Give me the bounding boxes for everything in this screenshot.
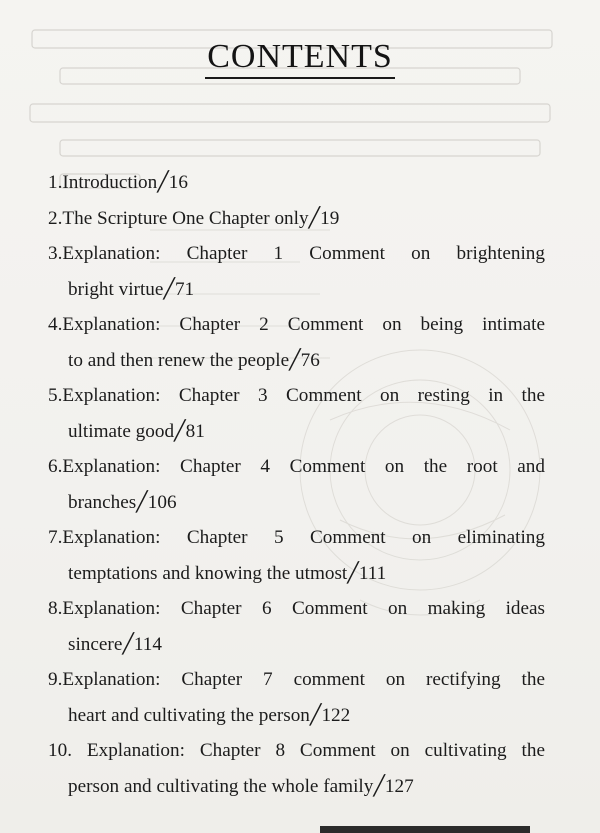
toc-entry-page: 114: [133, 633, 162, 655]
toc-entry-line: 5.Explanation: Chapter 3 Comment on resting in the: [48, 385, 545, 406]
toc-entry-page: 16: [168, 172, 188, 193]
table-of-contents: [48, 165, 545, 804]
toc-entry-7: [48, 520, 545, 591]
toc-entry-line: [48, 769, 545, 805]
toc-entry-page: 122: [321, 704, 351, 726]
toc-entry-line: [48, 343, 545, 379]
toc-entry-8: [48, 591, 545, 662]
toc-entry-line: 9.Explanation: Chapter 7 comment on rectifying the: [48, 669, 545, 690]
toc-entry-page: 81: [185, 420, 205, 442]
toc-entry-5: [48, 378, 545, 449]
toc-entry-title: ultimate good╱: [68, 420, 186, 442]
toc-entry-3: [48, 236, 545, 307]
toc-entry-line: 3.Explanation: Chapter 1 Comment on brightening: [48, 243, 545, 264]
toc-entry-line: [48, 556, 545, 592]
toc-entry-6: [48, 449, 545, 520]
toc-entry-title: temptations and knowing the utmost╱: [68, 562, 359, 584]
toc-entry-title: 1.Introduction╱: [48, 172, 169, 193]
toc-entry-line: [48, 414, 545, 450]
toc-entry-title: 2.The Scripture One Chapter only╱: [48, 207, 321, 229]
toc-entry-2: [48, 201, 545, 237]
toc-entry-line: 10. Explanation: Chapter 8 Comment on cultivating the: [48, 740, 545, 761]
toc-entry-line: [48, 165, 545, 201]
toc-entry-page: 127: [384, 775, 414, 797]
toc-entry-title: to and then renew the people╱: [68, 349, 301, 371]
toc-entry-1: [48, 165, 545, 201]
toc-entry-title: bright virtue╱: [68, 278, 175, 300]
page-title-text: CONTENTS: [205, 38, 395, 79]
page-title: [0, 38, 600, 76]
toc-entry-page: 19: [320, 207, 340, 229]
toc-entry-line: 7.Explanation: Chapter 5 Comment on eliminating: [48, 527, 545, 548]
toc-entry-line: 6.Explanation: Chapter 4 Comment on the root and: [48, 456, 545, 477]
toc-entry-page: 71: [174, 278, 195, 300]
toc-entry-title: heart and cultivating the person╱: [68, 704, 322, 726]
toc-entry-10: [48, 733, 545, 804]
page-edge-shadow: [320, 826, 530, 833]
toc-entry-line: [48, 201, 545, 237]
toc-entry-9: [48, 662, 545, 733]
toc-entry-title: branches╱: [68, 491, 148, 513]
toc-entry-line: [48, 272, 545, 308]
toc-entry-page: 111: [358, 562, 387, 584]
toc-entry-line: 4.Explanation: Chapter 2 Comment on being intimate: [48, 314, 545, 335]
toc-entry-line: 8.Explanation: Chapter 6 Comment on making ideas: [48, 598, 545, 619]
toc-entry-title: sincere╱: [68, 633, 134, 655]
toc-entry-page: 76: [300, 349, 320, 371]
toc-entry-4: [48, 307, 545, 378]
toc-entry-line: [48, 485, 545, 521]
toc-entry-line: [48, 698, 545, 734]
toc-entry-page: 106: [147, 491, 177, 513]
toc-entry-line: [48, 627, 545, 663]
toc-entry-title: person and cultivating the whole family╱: [68, 775, 385, 797]
